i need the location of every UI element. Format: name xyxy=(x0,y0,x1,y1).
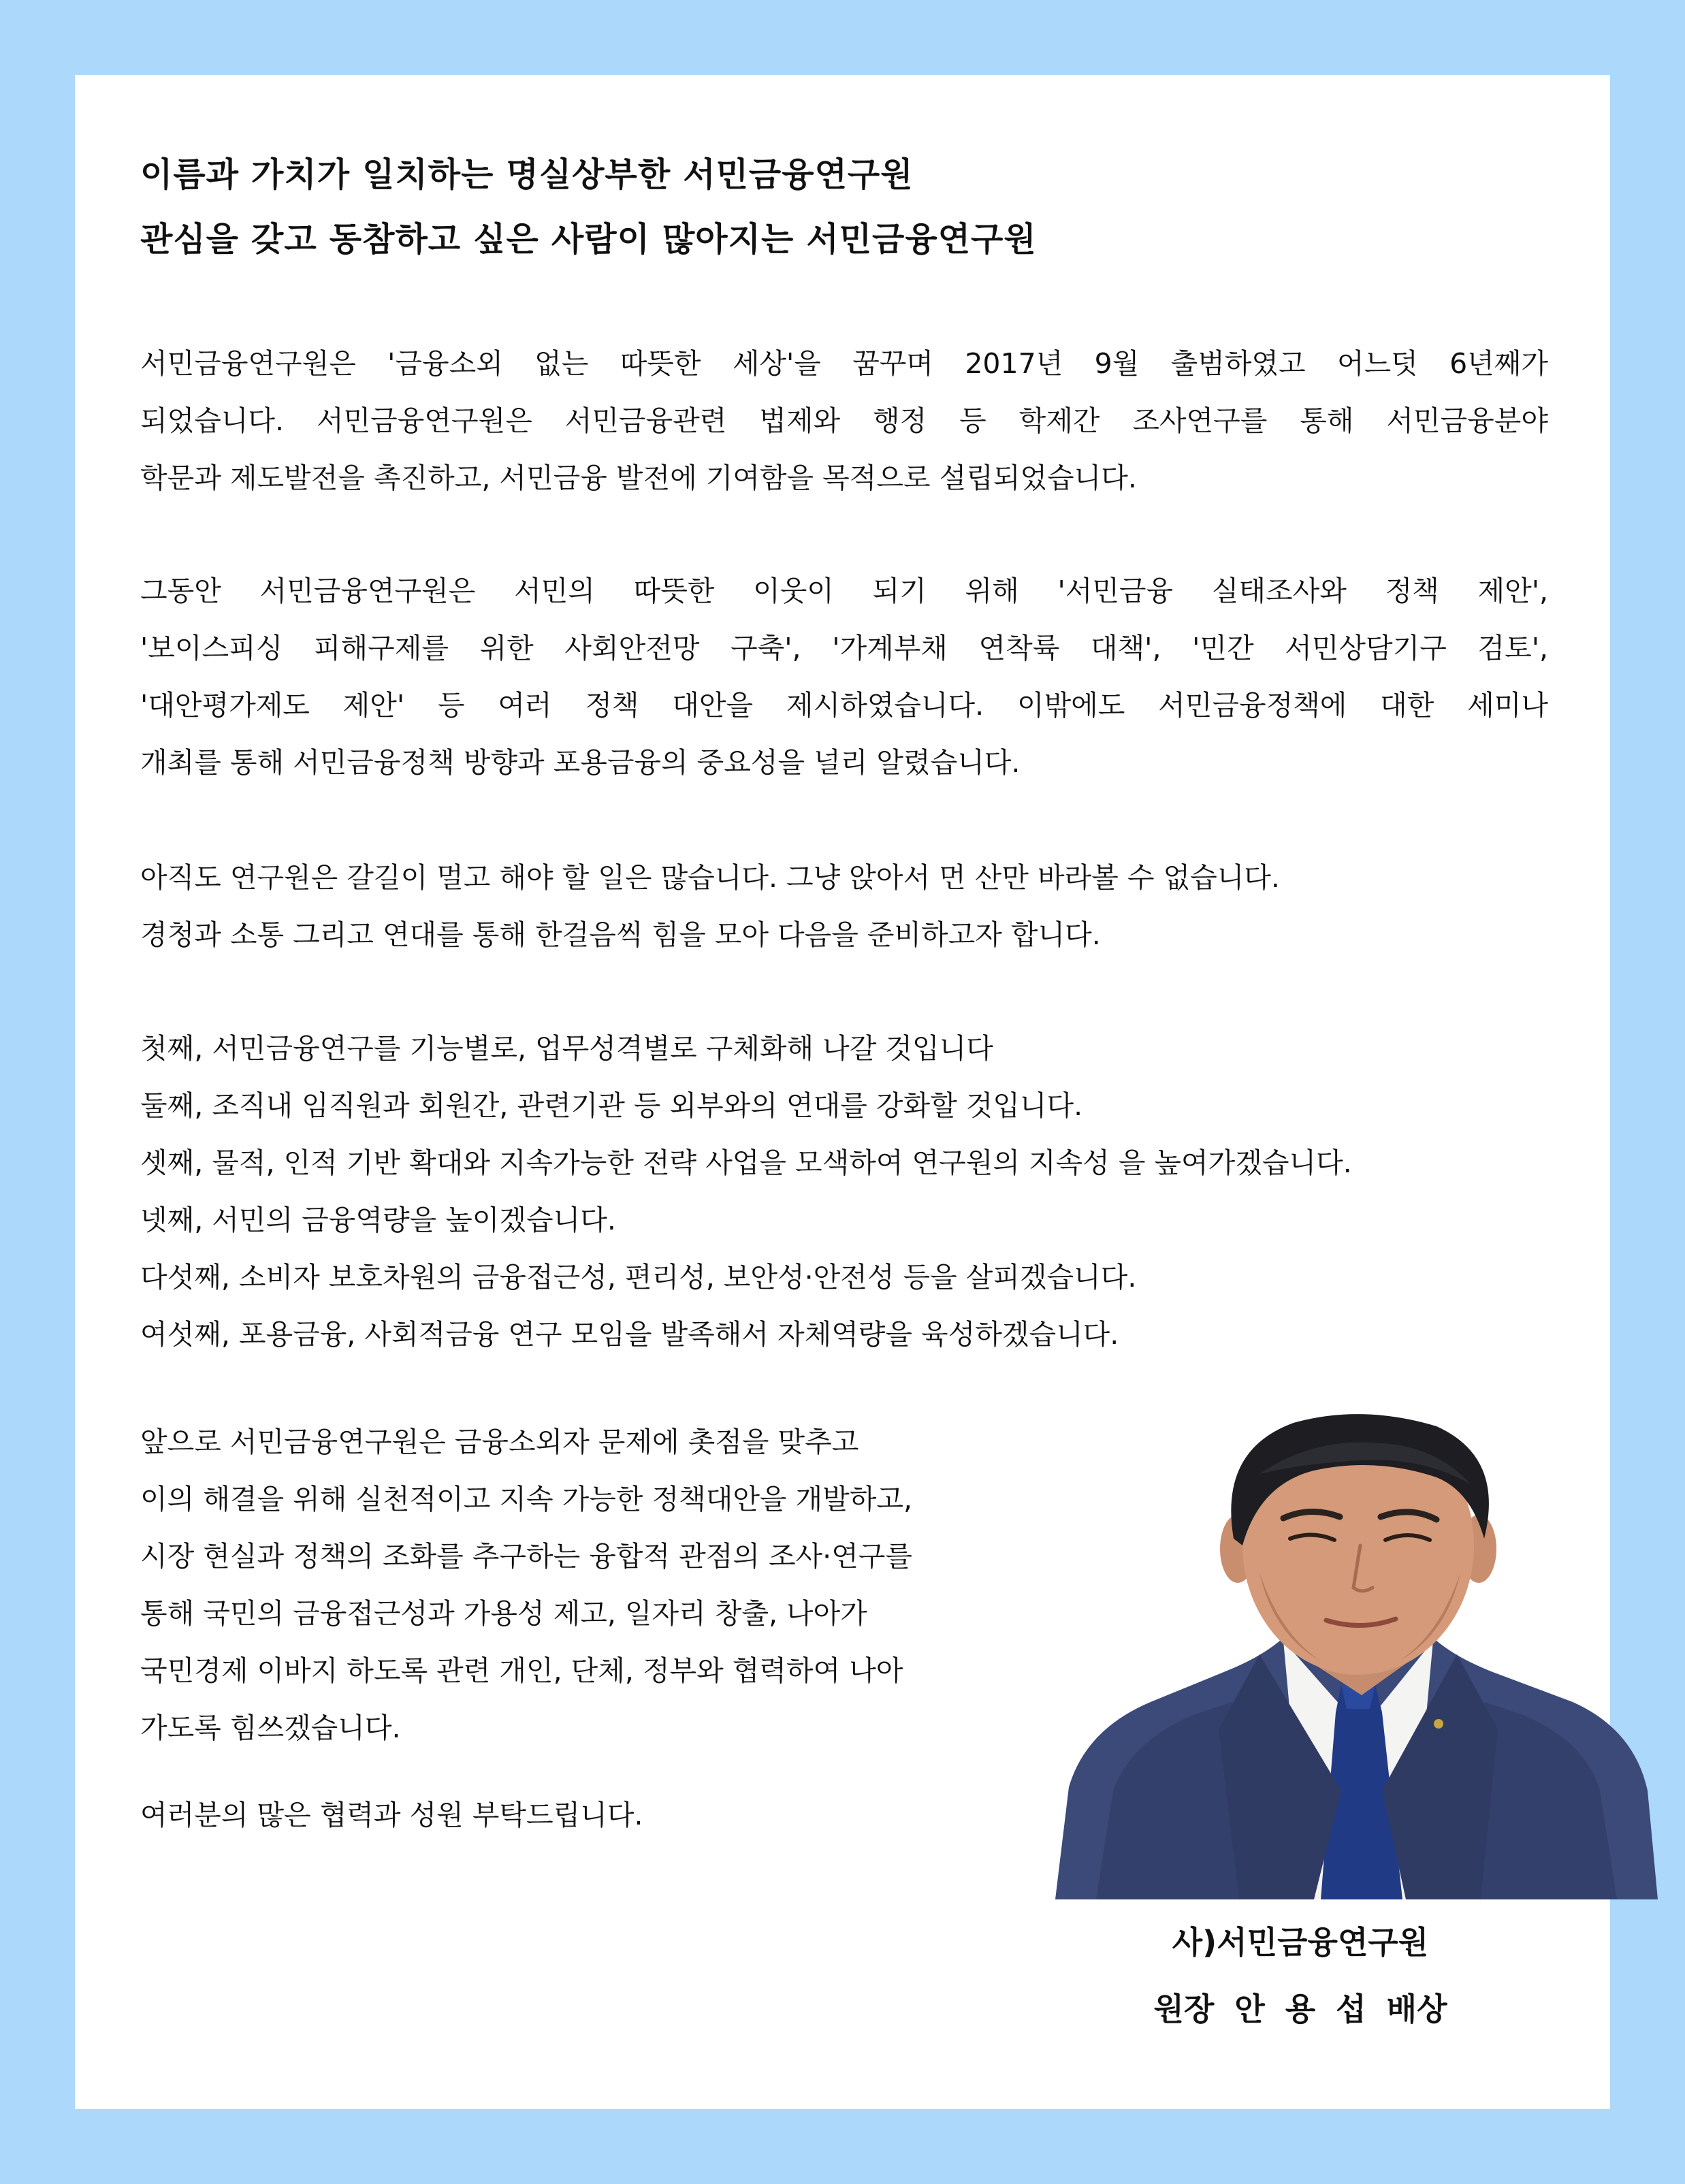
plan-item: 첫째, 서민금융연구를 기능별로, 업무성격별로 구체화해 나갈 것입니다 xyxy=(140,1032,993,1065)
text-line: 통해 국민의 금융접근성과 가용성 제고, 일자리 창출, 나아가 xyxy=(140,1597,867,1630)
text-line: 되었습니다. 서민금융연구원은 서민금융관련 법제와 행정 등 학제간 조사연구를 통해 서민금융분야 xyxy=(140,404,1548,437)
signature-signer: 원장 안 용 섭 배상 xyxy=(1153,1991,1447,2027)
plans-list xyxy=(140,1020,1548,1363)
commitment-paragraph xyxy=(140,1413,1127,1756)
text-line: 시장 현실과 정책의 조화를 추구하는 융합적 관점의 조사·연구를 xyxy=(140,1540,913,1573)
plan-item: 여섯째, 포용금융, 사회적금융 연구 모임을 발족해서 자체역량을 육성하겠습니다. xyxy=(140,1318,1119,1351)
history-paragraph xyxy=(140,562,1548,791)
text-line: 서민금융연구원은 '금융소외 없는 따뜻한 세상'을 꿈꾸며 2017년 9월 출범하였고 어느덧 6년째가 xyxy=(140,347,1548,380)
text-line: '보이스피싱 피해구제를 위한 사회안전망 구축', '가계부채 연착륙 대책', '민간 서민상담기구 검토', xyxy=(140,632,1548,664)
text-line: 이의 해결을 위해 실천적이고 지속 가능한 정책대안을 개발하고, xyxy=(140,1483,913,1515)
text-line: 개최를 통해 서민금융정책 방향과 포용금융의 중요성을 널리 알렸습니다. xyxy=(140,746,1021,779)
road-ahead-paragraph xyxy=(140,849,1548,963)
plan-item: 셋째, 물적, 인적 기반 확대와 지속가능한 전략 사업을 모색하여 연구원의 지속성 을 높여가겠습니다. xyxy=(140,1146,1352,1179)
text-line: 가도록 힘쓰겠습니다. xyxy=(140,1712,401,1744)
text-line: 그동안 서민금융연구원은 서민의 따뜻한 이웃이 되기 위해 '서민금융 실태조사와 정책 제안', xyxy=(140,575,1548,607)
text-line: 국민경제 이바지 하도록 관련 개인, 단체, 정부와 협력하여 나아 xyxy=(140,1654,903,1687)
text-line: 아직도 연구원은 갈길이 멀고 해야 할 일은 많습니다. 그냥 앉아서 먼 산만 바라볼 수 없습니다. xyxy=(140,861,1280,894)
letter-page xyxy=(75,75,1610,2109)
plan-item: 둘째, 조직내 임직원과 회원간, 관련기관 등 외부와의 연대를 강화할 것입니다. xyxy=(140,1089,1083,1122)
text-line: 학문과 제도발전을 촉진하고, 서민금융 발전에 기여함을 목적으로 설립되었습니다. xyxy=(140,462,1137,494)
text-line: '대안평가제도 제안' 등 여러 정책 대안을 제시하였습니다. 이밖에도 서민금융정책에 대한 세미나 xyxy=(140,689,1548,722)
headline-line-2: 관심을 갖고 동참하고 싶은 사람이 많아지는 서민금융연구원 xyxy=(140,220,1037,259)
plan-item: 다섯째, 소비자 보호차원의 금융접근성, 편리성, 보안성·안전성 등을 살피겠습니다. xyxy=(140,1261,1137,1294)
headline-line-1: 이름과 가치가 일치하는 명실상부한 서민금융연구원 xyxy=(140,155,914,194)
text-line: 여러분의 많은 협력과 성원 부탁드립니다. xyxy=(140,1799,643,1831)
director-portrait xyxy=(1055,1409,1658,1899)
text-line: 경청과 소통 그리고 연대를 통해 한걸음씩 힘을 모아 다음을 준비하고자 합니다. xyxy=(140,918,1101,951)
signature-organization: 사)서민금융연구원 xyxy=(1172,1924,1429,1961)
plan-item: 넷째, 서민의 금융역량을 높이겠습니다. xyxy=(140,1204,616,1236)
text-line: 앞으로 서민금융연구원은 금융소외자 문제에 촛점을 맞추고 xyxy=(140,1426,859,1458)
intro-paragraph xyxy=(140,335,1548,507)
